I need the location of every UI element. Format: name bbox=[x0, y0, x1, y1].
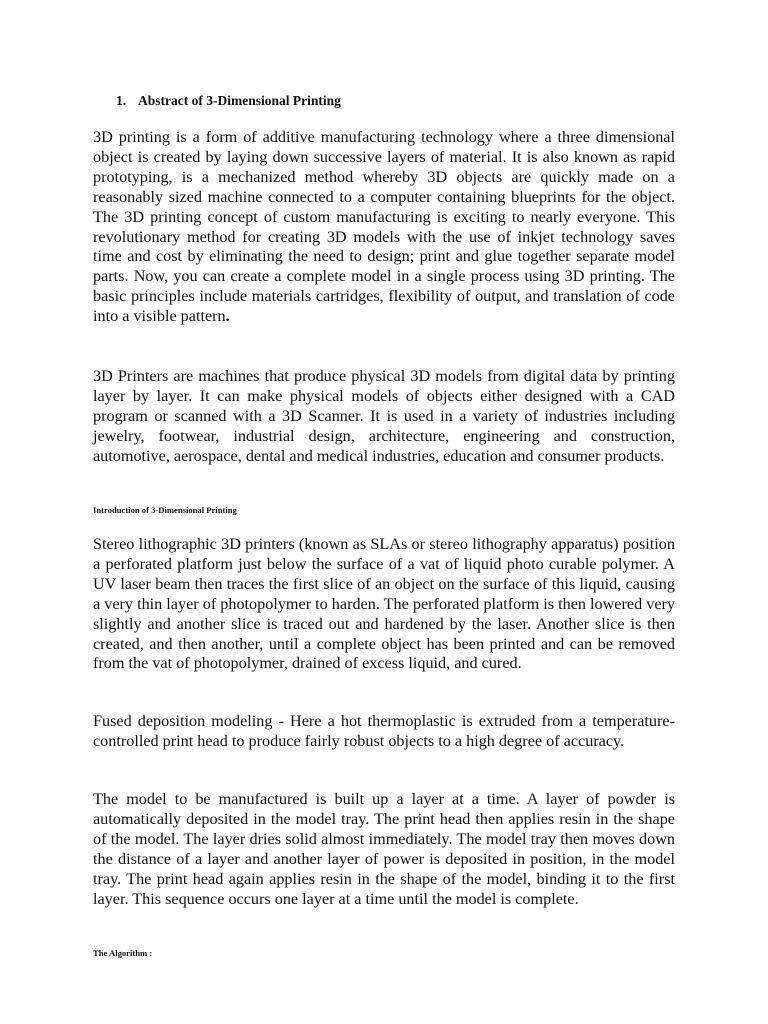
introduction-subheading: Introduction of 3-Dimensional Printing bbox=[93, 505, 237, 515]
algorithm-subheading: The Algorithm : bbox=[93, 948, 153, 958]
abstract-paragraph-1-text: 3D printing is a form of additive manufacturing technology where a three dimensional object is created by laying down successive layers of material. It is also known as rapid prototyping, is a mechanized method whereby 3D objects are quickly made on a reasonably sized machine connected to a computer containing blueprints for the object. The 3D printing concept of custom manufacturing is exciting to nearly everyone. This revolutionary method for creating 3D models with the use of inkjet technology saves time and cost by eliminating the need to design; print and glue together separate model parts. Now, you can create a complete model in a single process using 3D printing. The basic principles include materials cartridges, flexibility of output, and translation of code into a visible pattern bbox=[93, 128, 675, 326]
abstract-paragraph-2: 3D Printers are machines that produce physical 3D models from digital data by printing layer by layer. It can make physical models of objects either designed with a CAD program or scanned with a 3D Scanner. It is used in a variety of industries including jewelry, footwear, industrial design, architecture, engineering and construction, automotive, aerospace, dental and medical industries, education and consumer products. bbox=[93, 367, 675, 465]
section-title: Abstract of 3-Dimensional Printing bbox=[138, 93, 341, 108]
introduction-paragraph-3: The model to be manufactured is built up a layer at a time. A layer of powder is automatically deposited in the model tray. The print head then applies resin in the shape of the model. The layer dries solid almost immediately. The model tray then moves down the distance of a layer and another layer of power is deposited in position, in the model tray. The print head again applies resin in the shape of the model, binding it to the first layer. This sequence occurs one layer at a time until the model is complete. bbox=[93, 790, 675, 908]
introduction-paragraph-2: Fused deposition modeling - Here a hot thermoplastic is extruded from a temperature-controlled print head to produce fairly robust objects to a high degree of accuracy. bbox=[93, 712, 675, 750]
section-heading bbox=[116, 93, 341, 109]
abstract-paragraph-1-end: . bbox=[225, 307, 230, 326]
abstract-paragraph-1 bbox=[93, 128, 675, 327]
section-number: 1. bbox=[116, 93, 127, 108]
introduction-paragraph-1: Stereo lithographic 3D printers (known as SLAs or stereo lithography apparatus) position a perforated platform just below the surface of a vat of liquid photo curable polymer. A UV laser beam then traces the first slice of an object on the surface of this liquid, causing a very thin layer of photopolymer to harden. The perforated platform is then lowered very slightly and another slice is traced out and hardened by the laser. Another slice is then created, and then another, until a complete object has been printed and can be removed from the vat of photopolymer, drained of excess liquid, and cured. bbox=[93, 535, 675, 673]
